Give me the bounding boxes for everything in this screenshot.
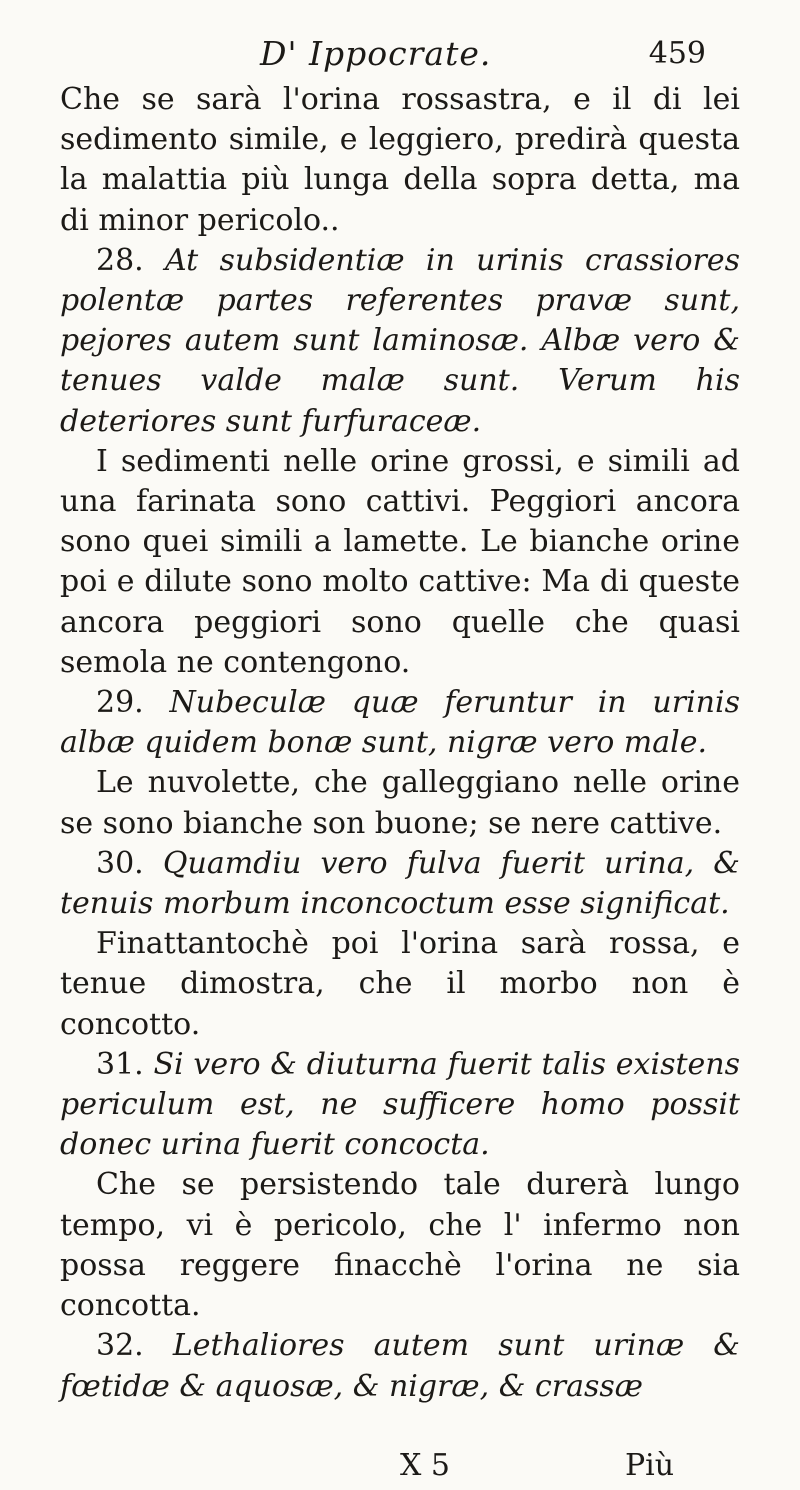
italian-paragraph: Finattantochè poi l'orina sarà rossa, e tenue dimostra, che il morbo non è concotto. <box>60 926 740 1042</box>
latin-aphorism <box>60 1045 740 1166</box>
italian-paragraph: Che se sarà l'orina rossastra, e il di lei sedimento simile, e leggiero, predirà questa la malattia più lunga della sopra detta, ma di minor pericolo.. <box>60 82 740 238</box>
aphorism-number: 32. <box>96 1328 144 1364</box>
italian-paragraph: I sedimenti nelle orine grossi, e simili ad una farinata sono cattivi. Peggiori ancora sono quei simili a lamette. Le bianche orine poi e dilute sono molto cattive: Ma di queste ancora peggiori sono quelle che quasi semola ne contengono. <box>60 443 740 680</box>
page-footer <box>0 1448 800 1488</box>
latin-aphorism <box>60 1326 740 1406</box>
aphorism-number: 29. <box>96 685 144 721</box>
latin-aphorism <box>60 241 740 442</box>
aphorism-text: Quamdiu vero fulva fuerit urina, & tenuis morbum inconcoctum esse significat. <box>60 845 740 922</box>
latin-aphorism <box>60 683 740 763</box>
body-text <box>60 80 740 1407</box>
aphorism-text: Si vero & diuturna fuerit talis existens periculum est, ne sufficere homo possit donec urina fuerit concocta. <box>60 1046 740 1163</box>
catchword: Più <box>625 1448 675 1483</box>
signature-mark: X 5 <box>400 1448 450 1483</box>
aphorism-text: At subsidentiæ in urinis crassiores polentæ partes referentes pravæ sunt, pejores autem sunt laminosæ. Albæ vero & tenues valde malæ sunt. Verum his deteriores sunt furfuraceæ. <box>60 242 740 439</box>
running-head <box>60 30 740 80</box>
running-title: D' Ippocrate. <box>260 34 492 73</box>
italian-paragraph: Le nuvolette, che galleggiano nelle orine se sono bianche son buone; se nere cattive. <box>60 765 740 841</box>
aphorism-number: 28. <box>96 242 144 278</box>
italian-paragraph: Che se persistendo tale durerà lungo tempo, vi è pericolo, che l' infermo non possa reggere finacchè l'orina ne sia concotta. <box>60 1167 740 1324</box>
latin-aphorism <box>60 844 740 924</box>
aphorism-number: 30. <box>96 845 144 881</box>
aphorism-text: Nubeculæ quæ feruntur in urinis albæ quidem bonæ sunt, nigræ vero male. <box>60 685 740 761</box>
page-number: 459 <box>648 36 706 71</box>
aphorism-text: Lethaliores autem sunt urinæ & fœtidæ & aquosæ, & nigræ, & crassæ <box>60 1328 740 1404</box>
aphorism-number: 31. <box>96 1046 144 1082</box>
